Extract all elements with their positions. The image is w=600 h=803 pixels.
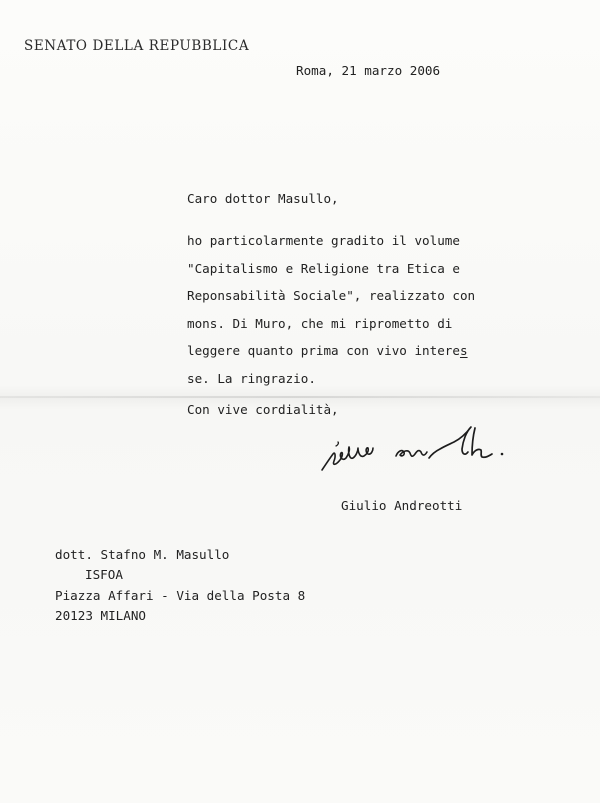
address-city: 20123 MILANO (55, 607, 146, 623)
body-line: Reponsabilità Sociale", realizzato con (187, 288, 476, 304)
letterhead: SENATO DELLA REPUBBLICA (24, 38, 250, 54)
address-street: Piazza Affari - Via della Posta 8 (55, 587, 306, 603)
closing: Con vive cordialità, (187, 402, 339, 417)
recipient-address (55, 546, 305, 627)
salutation: Caro dottor Masullo, (187, 191, 339, 206)
body-line: ho particolarmente gradito il volume (187, 233, 460, 248)
signer-name: Giulio Andreotti (341, 498, 463, 513)
body-line: mons. Di Muro, che mi riprometto di (187, 315, 453, 331)
underlined-letter: s (459, 343, 468, 359)
address-name: dott. Stafno M. Masullo (55, 547, 230, 562)
body-line: "Capitalismo e Religione tra Etica e (187, 260, 460, 276)
letter-body (187, 232, 475, 398)
address-organization: ISFOA (85, 567, 123, 583)
signature-image (316, 418, 566, 478)
body-line (187, 342, 475, 370)
letter-date: Roma, 21 marzo 2006 (296, 63, 441, 78)
body-line: se. La ringrazio. (187, 370, 316, 386)
body-line-text: leggere quanto prima con vivo intere (187, 343, 460, 359)
